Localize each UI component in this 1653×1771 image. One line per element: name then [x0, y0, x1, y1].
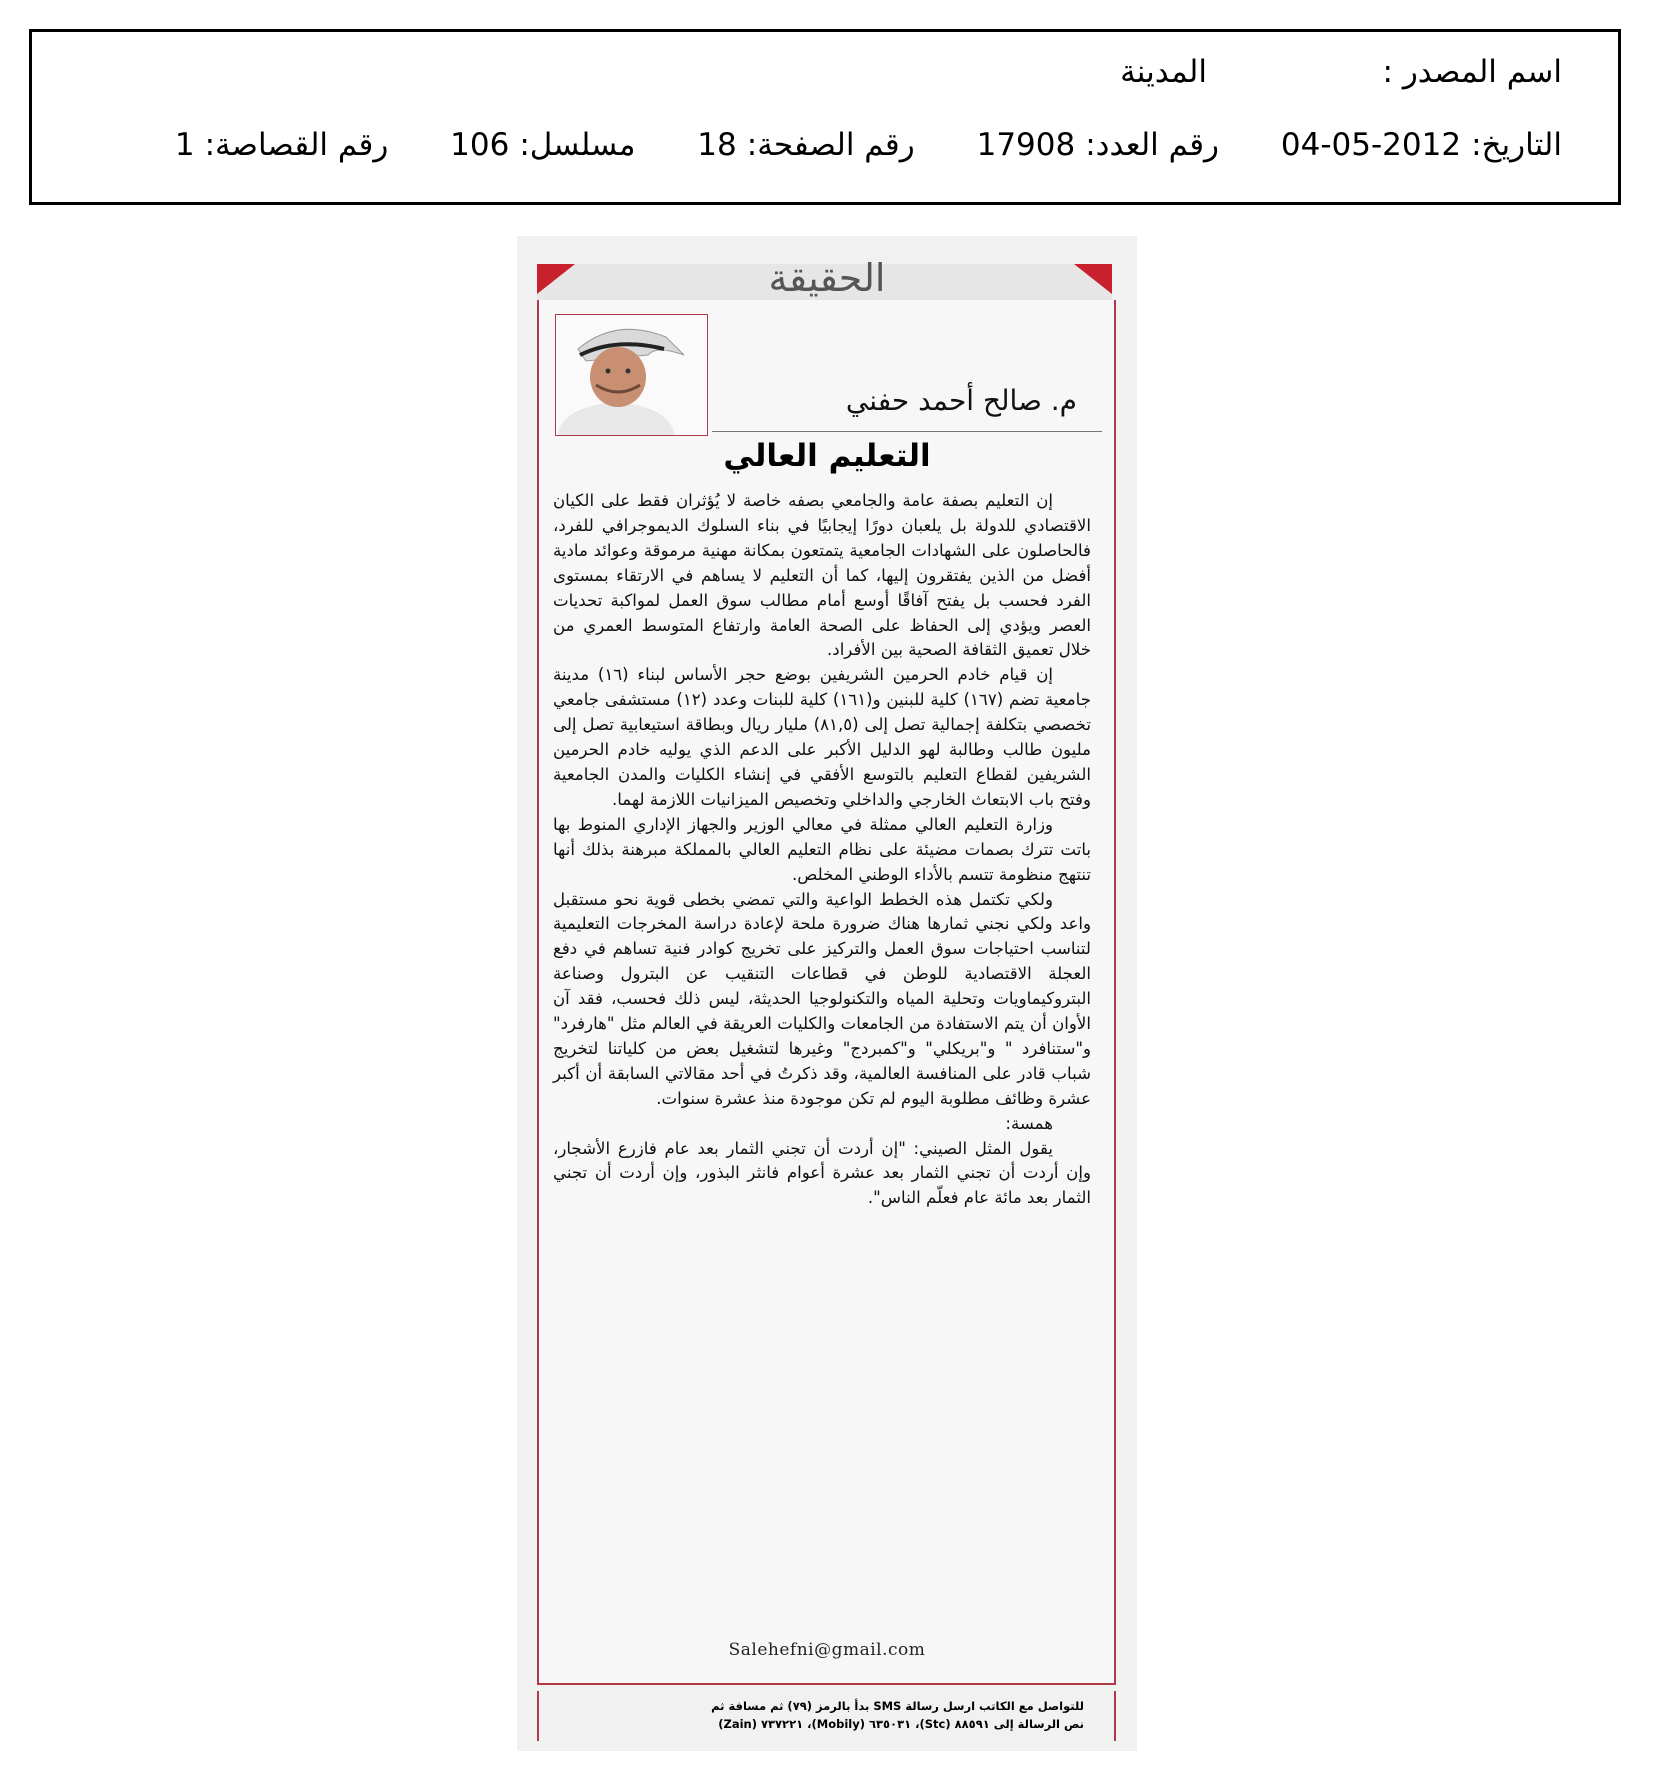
sms-line: نص الرسالة إلى ٨٨٥٩١ (Stc)، ٦٣٥٠٣١ (Mobily)، ٧٣٧٢٢١ (Zain) [718, 1717, 1084, 1731]
article-paragraph: يقول المثل الصيني: "إن أردت أن تجني الثمار بعد عام فازرع الأشجار، وإن أردت أن تجني الثمار بعد عشرة أعوام فانثر البذور، وإن أردت أن تجني الثمار بعد مائة عام فعلّم الناس". [553, 1138, 1091, 1208]
clip-label: رقم القصاصة: [204, 127, 389, 163]
page-value: 18 [697, 127, 737, 163]
article-title: التعليم العالي [723, 438, 931, 474]
source-row [1120, 54, 1562, 90]
sms-line: للتواصل مع الكاتب ارسل رسالة SMS بدأ بالرمز (٧٩) ثم مسافة ثم [711, 1699, 1084, 1713]
article-body [553, 489, 1091, 1211]
sms-contact-box [537, 1691, 1116, 1741]
article-paragraph: إن التعليم بصفة عامة والجامعي بصفه خاصة لا يُؤثران فقط على الكيان الاقتصادي للدولة بل يلعبان دورًا إيجابيًا في بناء السلوك الديموجرافي للفرد، فالحاصلون على الشهادات الجامعية يتمتعون بمكانة مهنية مرموقة وعوائد مادية أفضل من الذين يفتقرون إليها، كما أن التعليم لا يساهم في الارتقاء بمستوى الفرد فحسب بل يفتح آفاقًا أوسع أمام مطالب سوق العمل لمواكبة تحديات العصر ويؤدي إلى الحفاظ على الصحة العامة وارتفاع المتوسط العمري من خلال تعميق الثقافة الصحية بين الأفراد. [553, 491, 1091, 660]
serial-field [450, 127, 635, 163]
article-paragraph: إن قيام خادم الحرمين الشريفين بوضع حجر الأساس لبناء (١٦) مدينة جامعية تضم (١٦٧) كلية للبنين و(١٦١) كلية للبنات وعدد (١٢) مستشفى جامعي تخصصي بتكلفة إجمالية تصل إلى (٨١,٥) مليار ريال وبطاقة استيعابية تصل إلى مليون طالب وطالبة لهو الدليل الأكبر على الدعم الذي يوليه خادم الحرمين الشريفين لقطاع التعليم بالتوسع الأفقي في إنشاء الكليات والمدن الجامعية وفتح باب الابتعاث الخارجي والداخلي وتخصيص الميزانيات اللازمة لهما. [553, 665, 1091, 809]
article-paragraph: وزارة التعليم العالي ممثلة في معالي الوزير والجهاز الإداري المنوط بها باتت تترك بصمات مضيئة على نظام التعليم العالي بالمملكة مبرهنة بذلك أنها تنتهج منظومة تتسم بالأداء الوطني المخلص. [553, 814, 1091, 884]
newspaper-clipping [517, 236, 1137, 1751]
author-name: م. صالح أحمد حفني [845, 384, 1077, 417]
date-field [1281, 127, 1562, 163]
author-email: Salehefni@gmail.com [728, 1640, 926, 1660]
serial-value: 106 [450, 127, 510, 163]
article-paragraph: همسة: [1005, 1113, 1053, 1133]
author-portrait-icon [556, 315, 707, 435]
source-info-box [29, 29, 1621, 205]
page-field [697, 127, 914, 163]
date-value: 2012-05-04 [1280, 127, 1462, 163]
issue-field [977, 127, 1219, 163]
issue-label: رقم العدد: [1085, 127, 1220, 163]
source-label: اسم المصدر : [1382, 54, 1562, 90]
metadata-row [123, 127, 1562, 163]
source-value: المدينة [1120, 54, 1207, 90]
article-paragraph: ولكي تكتمل هذه الخطط الواعية والتي تمضي بخطى قوية نحو مستقبل واعد ولكي نجني ثمارها هناك ضرورة ملحة لإعادة دراسة المخرجات التعليمية لتناسب احتياجات سوق العمل والتركيز على تخريج كوادر فنية تساهم في دفع العجلة الاقتصادية للوطن في قطاعات التنقيب عن البترول وصناعة البتروكيماويات وتحلية المياه والتكنولوجيا الحديثة، ليس ذلك فحسب، فقد آن الأوان أن يتم الاستفادة من الجامعات والكليات العريقة في العالم مثل "هارفرد" و"ستنافرد " و"بريكلي" و"كمبردج" وغيرها لتشغيل بعض من كلياتنا لتخريج شباب قادر على المنافسة العالمية، وقد ذكرتُ في أحد مقالاتي السابقة أن أكبر عشرة وظائف مطلوبة اليوم لم تكن موجودة منذ عشرة سنوات. [553, 889, 1091, 1108]
clip-field [175, 127, 388, 163]
issue-value: 17908 [976, 127, 1076, 163]
column-name: الحقيقة [768, 256, 886, 300]
date-label: التاريخ: [1471, 127, 1562, 163]
serial-label: مسلسل: [519, 127, 636, 163]
clip-value: 1 [174, 127, 195, 163]
author-photo [555, 314, 708, 436]
author-divider [712, 431, 1102, 432]
page-label: رقم الصفحة: [746, 127, 915, 163]
